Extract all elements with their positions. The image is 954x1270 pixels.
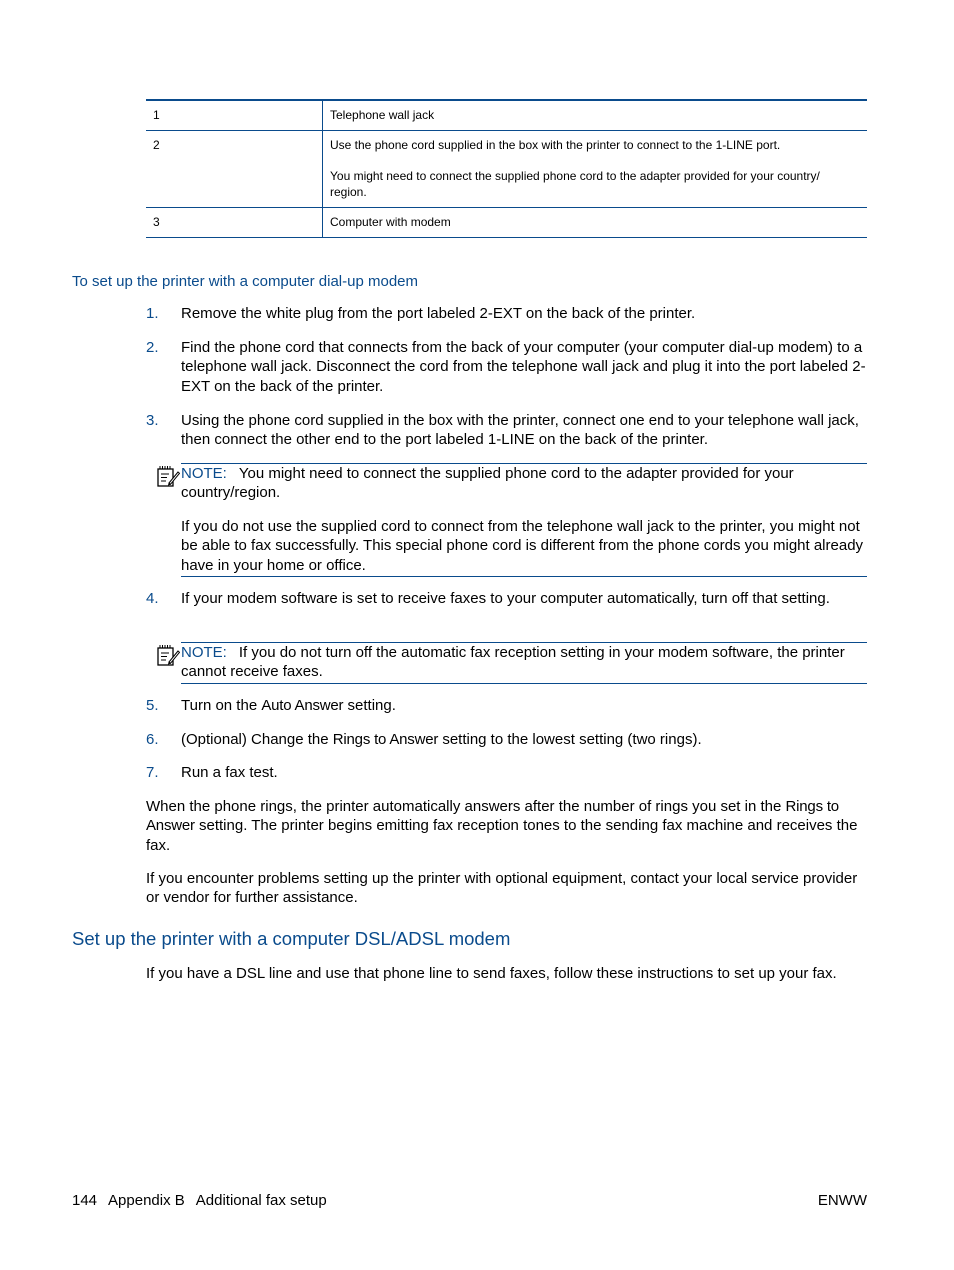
ui-setting-name: Rings to Answer	[332, 731, 439, 748]
table-row	[146, 131, 867, 208]
step-number: 3.	[146, 412, 159, 429]
body-paragraph	[146, 797, 868, 855]
section-heading: Set up the printer with a computer DSL/ADSL modem	[72, 928, 511, 949]
table-cell-description	[323, 131, 868, 208]
note-label: NOTE:	[181, 465, 227, 482]
ui-setting-name: Rings to Answer	[146, 798, 839, 835]
step-2	[146, 338, 868, 396]
step-text: Using the phone cord supplied in the box with the printer, connect one end to your telephone wall jack, then connect the other end to the port labeled 1-LINE on the back of the printer.	[181, 412, 859, 449]
footer-appendix: Appendix B	[108, 1192, 185, 1209]
step-number: 5.	[146, 697, 159, 714]
table-cell-number: 2	[146, 131, 323, 208]
step-number: 1.	[146, 305, 159, 322]
cell-text: You might need to connect the supplied phone cord to the adapter provided for your country/ region.	[330, 169, 820, 199]
step-number: 2.	[146, 339, 159, 356]
table-cell-number: 3	[146, 208, 323, 238]
text-run: When the phone rings, the printer automatically answers after the number of rings you set in the	[146, 798, 786, 815]
note-box	[181, 642, 867, 684]
step-4	[146, 589, 868, 608]
note-icon	[156, 464, 180, 488]
cell-text: Computer with modem	[330, 215, 451, 229]
page-number: 144	[72, 1192, 98, 1209]
step-text: Remove the white plug from the port labeled 2-EXT on the back of the printer.	[181, 305, 696, 322]
step-text: If your modem software is set to receive faxes to your computer automatically, turn off that setting.	[181, 590, 830, 607]
text-run: setting.	[343, 697, 396, 714]
footer-chapter: Additional fax setup	[195, 1192, 327, 1209]
note-icon	[156, 643, 180, 667]
text-run: Turn on the	[181, 697, 262, 714]
step-text: Run a fax test.	[181, 764, 278, 781]
step-7	[146, 763, 868, 782]
cell-text: Use the phone cord supplied in the box with the printer to connect to the 1-LINE port.	[330, 138, 781, 152]
step-text: Find the phone cord that connects from the back of your computer (your computer dial-up modem) to a telephone wall jack. Disconnect the cord from the telephone wall jack and plug it into the port labeled 2-EXT on the back of the printer.	[181, 339, 866, 395]
table-cell-number: 1	[146, 100, 323, 131]
procedure-heading: To set up the printer with a computer dial-up modem	[72, 273, 419, 290]
step-number: 7.	[146, 764, 159, 781]
note-text: If you do not turn off the automatic fax reception setting in your modem software, the printer cannot receive faxes.	[181, 644, 845, 681]
table-row	[146, 100, 867, 131]
footer-doc-code: ENWW	[817, 1192, 867, 1209]
step-3	[146, 411, 868, 450]
step-text	[181, 730, 868, 749]
note-paragraph	[181, 643, 867, 682]
table-cell-description	[323, 208, 868, 238]
note-box	[181, 463, 867, 577]
text-run: setting to the lowest setting (two rings).	[438, 731, 702, 748]
cell-text: Telephone wall jack	[330, 108, 435, 122]
step-1	[146, 304, 868, 323]
table-cell-description	[323, 100, 868, 131]
step-number: 4.	[146, 590, 159, 607]
step-6	[146, 730, 868, 749]
note-paragraph: If you do not use the supplied cord to connect from the telephone wall jack to the printer, you might not be able to fax successfully. This special phone cord is different from the phone cords you might already have in your home or office.	[181, 518, 864, 574]
legend-table	[146, 99, 867, 238]
body-paragraph: If you encounter problems setting up the printer with optional equipment, contact your local service provider or vendor for further assistance.	[146, 870, 858, 907]
ui-setting-name: Auto Answer	[261, 697, 344, 714]
note-label: NOTE:	[181, 644, 227, 661]
page-footer	[72, 1191, 327, 1210]
step-text	[181, 696, 868, 715]
note-text: You might need to connect the supplied phone cord to the adapter provided for your country/region.	[181, 465, 794, 502]
text-run: (Optional) Change the	[181, 731, 333, 748]
step-5	[146, 696, 868, 715]
step-number: 6.	[146, 731, 159, 748]
body-paragraph: If you have a DSL line and use that phone line to send faxes, follow these instructions to set up your fax.	[146, 965, 837, 982]
note-paragraph	[181, 464, 867, 503]
text-run: setting. The printer begins emitting fax reception tones to the sending fax machine and receives the fax.	[146, 817, 858, 854]
table-row	[146, 208, 867, 238]
